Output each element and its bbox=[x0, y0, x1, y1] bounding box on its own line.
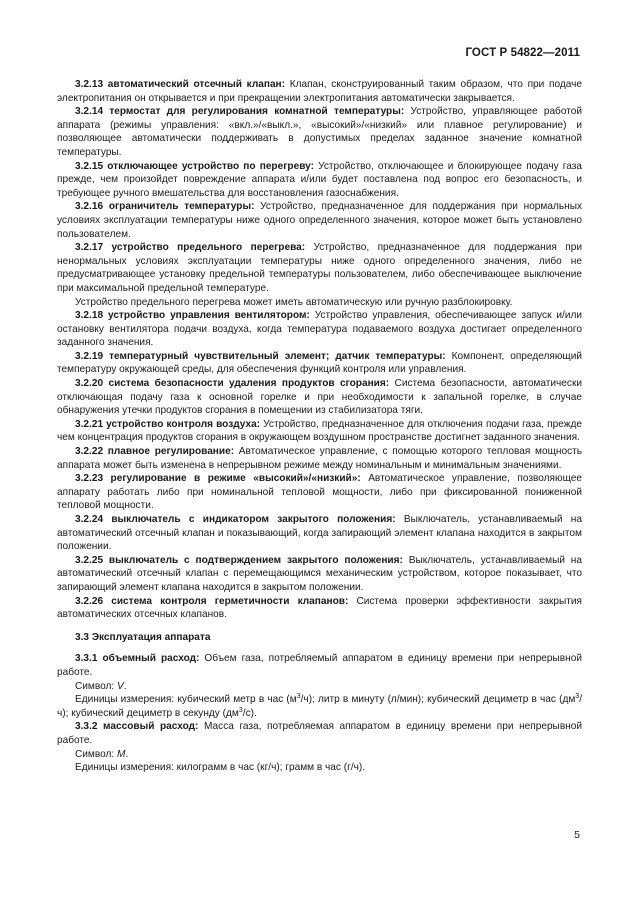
term-name: устройство предельного перегрева: bbox=[111, 242, 306, 254]
term-3-2-17 bbox=[57, 241, 582, 295]
term-name: устройство управления вентилятором: bbox=[107, 310, 310, 322]
term-name: выключатель с подтверждением закрытого положения: bbox=[108, 554, 403, 566]
term-definition: Система проверки эффективности закрытия автоматических отсечных клапанов. bbox=[57, 595, 582, 621]
units-text: /с). bbox=[242, 707, 257, 719]
term-definition: Масса газа, потребляемая аппаратом в единицу времени при непрерывной работе. bbox=[57, 721, 583, 746]
term-3-2-22 bbox=[57, 445, 582, 472]
symbol-label: Символ: bbox=[75, 748, 115, 760]
term-number: 3.2.20 bbox=[75, 378, 104, 390]
term-3-2-13 bbox=[57, 78, 582, 105]
term-3-2-24 bbox=[57, 513, 582, 554]
term-name: ограничитель температуры: bbox=[108, 201, 255, 213]
term-3-2-21 bbox=[57, 418, 582, 445]
term-name: автоматический отсечный клапан: bbox=[107, 79, 286, 90]
term-3-2-14 bbox=[57, 105, 582, 159]
term-number: 3.2.15 bbox=[75, 160, 104, 172]
term-number: 3.2.18 bbox=[75, 310, 104, 322]
term-definition: Компонент, определяющий температуру окружающей среды, для обеспечения функций контроля или управления. bbox=[57, 350, 582, 376]
term-definition: Выключатель, устанавливаемый на автоматический отсечный клапан и показывающий, когда запирающий элемент клапана находится в закрытом положении. bbox=[57, 514, 582, 553]
term-definition: Устройство, управляющее работой аппарата (режимы управления: «вкл.»/«выкл.», «высокий»/«низкий» или плавное регулирование) и позволяющее автоматически поддерживать в допустимых пределах заданное значение комнатной температуры. bbox=[57, 106, 582, 158]
term-number: 3.2.22 bbox=[75, 446, 104, 458]
term-3-2-17-note: Устройство предельного перегрева может иметь автоматическую или ручную разблокировку. bbox=[75, 296, 513, 308]
term-number: 3.2.16 bbox=[75, 201, 104, 213]
symbol-line: Символ: M. bbox=[75, 748, 129, 760]
units-text: Единицы измерения: кубический метр в час (м bbox=[75, 694, 297, 706]
term-number: 3.2.14 bbox=[75, 106, 104, 118]
superscript: 3 bbox=[575, 693, 580, 701]
term-number: 3.2.26 bbox=[75, 595, 104, 607]
term-number: 3.2.17 bbox=[75, 242, 104, 254]
units-line bbox=[57, 693, 582, 720]
term-3-2-25 bbox=[57, 554, 582, 595]
term-name: система контроля герметичности клапанов: bbox=[111, 595, 349, 607]
symbol-line: Символ: V. bbox=[75, 680, 127, 692]
term-definition: Устройство, предназначенное для поддержания при ненормальных условиях эксплуатации температуры ниже одного определенного значения, либо не предусматривающее установку предельной температуры пользователем, либо обеспечивающее выключение при максимальной предельной температуре. bbox=[57, 242, 582, 294]
term-3-2-18 bbox=[57, 309, 582, 350]
term-3-2-20 bbox=[57, 377, 582, 418]
superscript: 3 bbox=[296, 693, 301, 701]
term-name: регулирование в режиме «высокий»/«низкий»: bbox=[110, 473, 361, 485]
section-heading: 3.3 Эксплуатация аппарата bbox=[75, 631, 211, 643]
term-name: устройство контроля воздуха: bbox=[106, 418, 261, 430]
term-3-3-1 bbox=[57, 652, 582, 679]
term-definition: Объем газа, потребляемый аппаратом в единицу времени при непрерывной работе. bbox=[57, 653, 582, 678]
term-name: массовый расход: bbox=[103, 721, 199, 733]
term-name: температурный чувствительный элемент; датчик температуры: bbox=[109, 350, 446, 362]
term-definition: Устройство, предназначенное для отключения подачи газа, прежде чем концентрация продуктов сгорания в окружающем воздушном пространстве достигнет заданного значения. bbox=[57, 418, 582, 444]
term-3-2-26 bbox=[57, 595, 582, 622]
symbol-value: M bbox=[117, 748, 126, 760]
symbol-value: V bbox=[117, 680, 124, 692]
superscript: 3 bbox=[238, 706, 243, 714]
term-name: отключающее устройство по перегреву: bbox=[107, 160, 314, 172]
term-3-2-16 bbox=[57, 200, 582, 241]
term-3-2-23 bbox=[57, 472, 582, 513]
term-name: термостат для регулирования комнатной температуры: bbox=[109, 106, 405, 118]
term-definition: Устройство, отключающее и блокирующее подачу газа прежде, чем произойдет повреждение аппарата и/или будет поставлена под вопрос его безопасность, и требующее ручного вмешательства для восстановления газоснабжения. bbox=[57, 160, 582, 199]
units-text: /ч); литр в минуту (л/мин); кубический дециметр в час (дм bbox=[300, 694, 576, 706]
term-number: 3.2.24 bbox=[75, 514, 104, 525]
term-name: выключатель с индикатором закрытого положения: bbox=[111, 514, 396, 525]
term-number: 3.2.21 bbox=[75, 418, 104, 430]
term-3-2-15 bbox=[57, 160, 582, 201]
term-definition: Устройство управления, обеспечивающее запуск и/или остановку вентилятора подачи воздуха, когда температура подаваемого воздуха достигает определенного заданного значения. bbox=[57, 310, 582, 349]
term-definition: Автоматическое управление, с помощью которого тепловая мощность аппарата может быть изменена в непрерывном режиме между номинальным и минимальным значениями. bbox=[57, 446, 582, 471]
term-definition: Система безопасности, автоматически отключающая подачу газа к основной горелке и при необходимости к запальной горелке, в случае обнаружения утечки продуктов сгорания в помещении из стабилизатора тяги. bbox=[57, 378, 583, 417]
document-header: ГОСТ Р 54822—2011 bbox=[465, 47, 580, 59]
term-definition: Автоматическое управление, позволяющее аппарату работать либо при номинальной тепловой мощности, либо при фиксированной пониженной тепловой мощности. bbox=[57, 473, 582, 512]
term-name: объемный расход: bbox=[102, 653, 200, 665]
term-number: 3.2.23 bbox=[75, 473, 104, 485]
term-definition: Выключатель, устанавливаемый на автоматический отсечный клапан с перемещающимся механическим устройством, которое показывает, что запирающий элемент клапана находится в закрытом положении. bbox=[57, 554, 582, 593]
term-3-2-19 bbox=[57, 350, 582, 377]
units-text: /ч); кубический дециметр в секунду (дм bbox=[57, 694, 582, 719]
units-line: Единицы измерения: килограмм в час (кг/ч); грамм в час (г/ч). bbox=[75, 762, 366, 774]
term-number: 3.3.2 bbox=[75, 721, 98, 733]
term-definition: Устройство, предназначенное для поддержания при нормальных условиях эксплуатации температуры ниже одного определенного значения, которое может быть установлено пользователем. bbox=[57, 201, 582, 240]
term-number: 3.3.1 bbox=[75, 653, 98, 665]
term-definition: Клапан, сконструированный таким образом, что при подаче электропитания он открывается и при прекращении электропитания автоматически закрывается. bbox=[57, 79, 582, 104]
term-number: 3.2.19 bbox=[75, 350, 104, 362]
term-name: плавное регулирование: bbox=[107, 446, 235, 458]
symbol-label: Символ: bbox=[75, 680, 115, 692]
term-3-3-2 bbox=[57, 720, 582, 747]
term-number: 3.2.25 bbox=[75, 554, 104, 566]
page-number: 5 bbox=[574, 829, 580, 841]
term-number: 3.2.13 bbox=[75, 79, 104, 90]
document-body bbox=[57, 78, 582, 775]
term-name: система безопасности удаления продуктов сгорания: bbox=[108, 378, 390, 390]
